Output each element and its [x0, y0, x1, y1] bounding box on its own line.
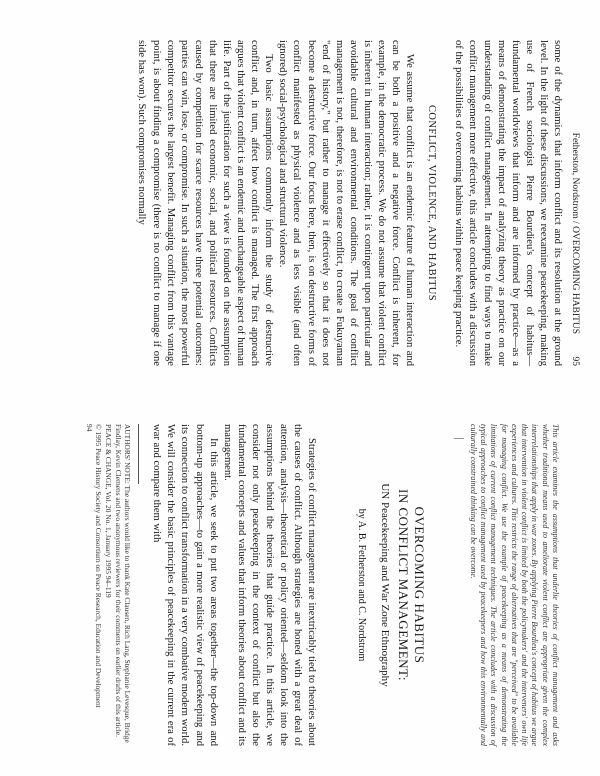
running-head-text: Fetherston, Nordstrom / OVERCOMING HABITUS [570, 132, 580, 334]
article-subtitle: UN Peacekeeping and War Zone Ethnography [379, 483, 392, 687]
article-authors: by A. B. Fetherston and C. Nordstrom [356, 508, 368, 662]
copyright-line: © 1995 Peace History Society and Consortium on Peace Research, Education and Development [94, 424, 104, 708]
page-number-left: 94 [84, 424, 94, 432]
section-heading: CONFLICT, VIOLENCE, AND HABITUS [426, 104, 438, 302]
article-title-line-1: OVERCOMING HABITUS [412, 506, 428, 664]
right-paragraph-3: Two basic assumptions commonly inform the study of destructive conflict and, in turn, affect how conflict is managed. The first approach argues that violent conflict is an endemic and unchangeable aspect of human life. Part of the justification for such a view is founded on the assumption that there are limited economic, social, and political resources. Conflicts caused by competition for scarce resources have three potential outcomes: parties can win, lose, or compromise. In such a situation, the most powerful competitor secures the largest benefit. Managing conflict from this vantage point, is about finding a compromise (there is no conflict to manage if one side has won). Such compromises normally [136, 40, 275, 366]
page-number-right: 95 [570, 356, 580, 366]
right-paragraph-1: some of the dynamics that inform conflict and its resolution at the ground level. In the light of these discussions, we reexamine peacekeeping, making use of French sociologist Pierre Bourdieu's concept of habitus—fundamental worldviews that inform and are informed by practice—as a means of demonstrating the impact of analyzing theory as practice on our understanding of conflict management. In attempting to find ways to make conflict management more effective, this article concludes with a discussion of the possibilities of overcoming habitus within peace keeping practice. [453, 40, 563, 366]
article-title-line-2: IN CONFLICT MANAGEMENT: [396, 489, 412, 681]
left-paragraph-2: In this article, we seek to put two areas together—the top-down and bottom-up approaches—to gain a more realistic view of peacekeeping and its connection to conflict transformation in a very combative modern world. We will consider the basic principles of peacekeeping in the current era of war and compare them with [151, 424, 219, 746]
abstract: This article examines the assumptions that underlie theories of conflict management and asks whether traditional means used to ameliorate violent conflict are appropriate given the complex interrelationships that apply in war zones. By applying Pierre Bourdieu's concept of habitus we argue that intervention in violent conflict is limited by both the policymakers' and the interveners' own life experiences and cultures. This restricts the range of alternatives that are "perceived" to be available for managing conflict. We use the example of peacekeeping as a means of demonstrating the limitations of current conflict management techniques. The article concludes with a discussion of typical approaches to conflict management used by peacekeepers and how this environmentally and culturally constrained thinking can be overcome. [468, 424, 560, 746]
right-paragraph-2: We assume that conflict is an endemic feature of human interaction and can be both a positive and a negative force. Conflict is inherent, for example, in the democratic process. We do not assume that violent conflict is inherent in human interaction; rather, it is contingent upon particular and avoidable cultural and environmental conditions. The goal of conflict management is not, therefore, is not to erase conflict, to create a Fukuyaman "end of history," but rather to manage it effectively so that it does not become a destructive force. Our focus here, then, is on destructive forms of conflict manifested as physical violence and as less visible (and often ignored) social-psychological and structural violence. [277, 40, 416, 366]
authors-note: AUTHORS' NOTE: The authors would like to thank Kate Clausen, Rich Lang, Stephanie Levesque, Bridge Findlay, Kevin Clemens and two anonymous reviewers for their comments on earlier drafts of this article. [113, 424, 133, 743]
left-page [0, 398, 600, 776]
left-paragraph-1: Strategies of conflict management are inextricably tied to theories about the causes of conflict. Although strategies are honed with a great deal of attention, analysis—theoretical or policy oriented—seldom look into the assumptions behind the theories that guide practice. In this article, we consider not only peacekeeping in the context of conflict but also the fundamental concepts and values that inform theories about conflict and its management. [221, 424, 318, 746]
scan-mark [454, 438, 464, 439]
running-head [570, 40, 580, 366]
footnote-rule [138, 424, 139, 484]
journal-citation: PEACE & CHANGE, Vol. 20 No. 1, January 1995 94–119 [104, 424, 114, 598]
